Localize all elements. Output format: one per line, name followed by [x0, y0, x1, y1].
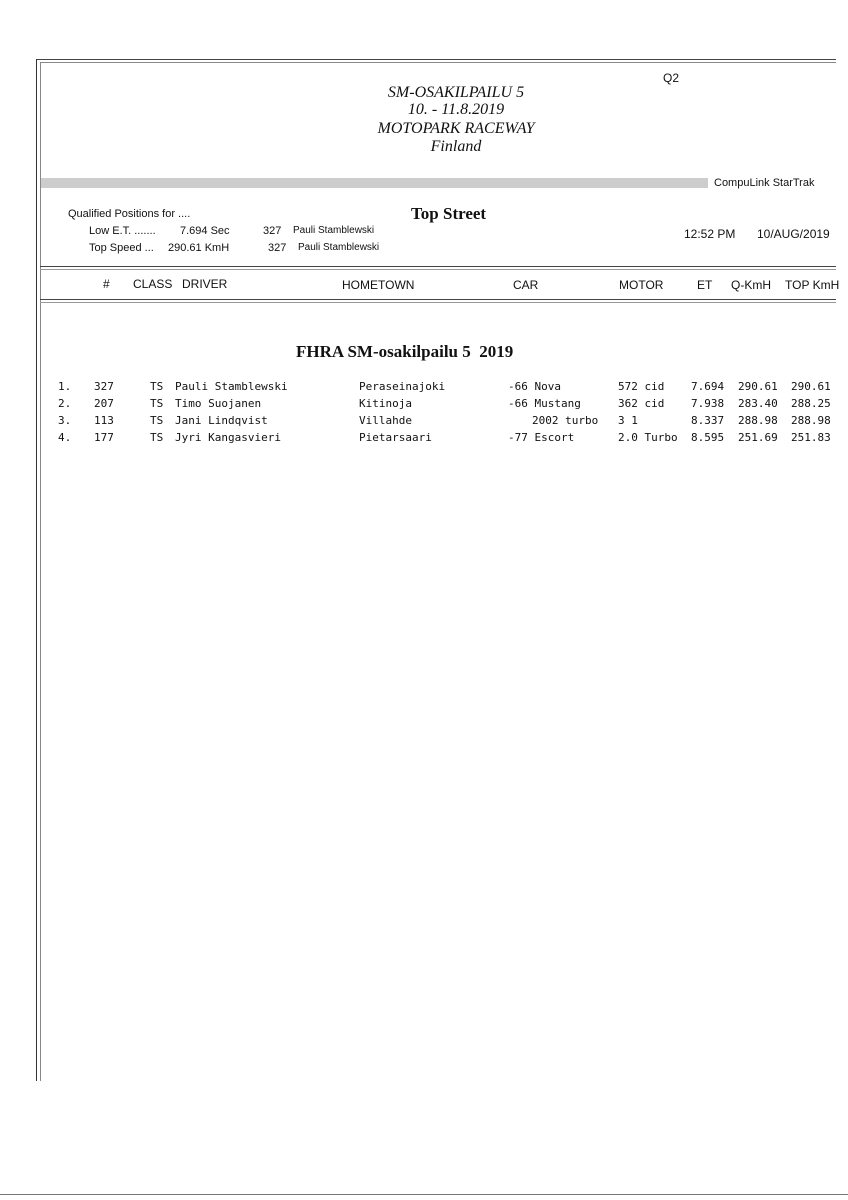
car-cell: -66 Nova: [508, 380, 561, 393]
bottom-rule: [0, 1194, 848, 1195]
top-border-inner: [40, 62, 836, 63]
header-rule-top-2: [40, 269, 836, 270]
low-et-value: 7.694 Sec: [180, 225, 230, 237]
motor-cell: 3 1: [618, 414, 638, 427]
car-number-cell: 207: [94, 397, 114, 410]
table-row: [0, 380, 848, 396]
qkmh-cell: 290.61: [738, 380, 778, 393]
report-time: 12:52 PM: [684, 227, 736, 241]
software-label: CompuLink StarTrak: [714, 177, 815, 189]
car-cell: 2002 turbo: [532, 414, 599, 427]
et-cell: 8.337: [691, 414, 725, 427]
col-header-et: ET: [697, 278, 713, 292]
motor-cell: 2.0 Turbo: [618, 431, 678, 444]
top-speed-car: 327: [268, 242, 287, 254]
top-border: [36, 59, 836, 60]
low-et-car: 327: [263, 225, 282, 237]
topkmh-cell: 251.83: [791, 431, 831, 444]
car-number-cell: 177: [94, 431, 114, 444]
report-date: 10/AUG/2019: [757, 227, 830, 241]
header-rule-top: [40, 266, 836, 267]
et-cell: 8.595: [691, 431, 725, 444]
qkmh-cell: 251.69: [738, 431, 778, 444]
driver-cell: Timo Suojanen: [175, 397, 262, 410]
hometown-cell: Villahde: [359, 414, 412, 427]
page-code: Q2: [663, 71, 680, 85]
motor-cell: 362 cid: [618, 397, 665, 410]
topkmh-cell: 290.61: [791, 380, 831, 393]
car-number-cell: 113: [94, 414, 114, 427]
low-et-label: Low E.T. .......: [89, 225, 156, 237]
col-header-qkmh: Q-KmH: [731, 278, 771, 292]
dotted-band: [40, 178, 708, 188]
event-dates: 10. - 11.8.2019: [407, 101, 505, 118]
event-title: SM-OSAKILPAILU 5: [387, 84, 525, 101]
table-row: [0, 397, 848, 413]
left-border-inner: [40, 62, 41, 1081]
et-cell: 7.694: [691, 380, 725, 393]
col-header-driver: DRIVER: [182, 277, 228, 291]
header-rule-bottom-2: [40, 302, 836, 303]
table-row: [0, 414, 848, 430]
driver-cell: Jyri Kangasvieri: [175, 431, 281, 444]
topkmh-cell: 288.98: [791, 414, 831, 427]
car-cell: -66 Mustang: [508, 397, 581, 410]
position-cell: 4.: [58, 431, 72, 444]
position-cell: 1.: [58, 380, 72, 393]
class-cell: TS: [150, 380, 164, 393]
venue-name: MOTOPARK RACEWAY: [377, 120, 535, 137]
col-header-class: CLASS: [133, 277, 173, 291]
hometown-cell: Pietarsaari: [359, 431, 432, 444]
col-header-topkmh: TOP KmH: [785, 278, 840, 292]
col-header-hometown: HOMETOWN: [342, 278, 415, 292]
col-header-car: CAR: [513, 278, 539, 292]
car-number-cell: 327: [94, 380, 114, 393]
position-cell: 2.: [58, 397, 72, 410]
qkmh-cell: 283.40: [738, 397, 778, 410]
hometown-cell: Peraseinajoki: [359, 380, 446, 393]
col-header-motor: MOTOR: [619, 278, 664, 292]
top-speed-driver: Pauli Stamblewski: [298, 242, 380, 253]
country-name: Finland: [430, 138, 482, 155]
class-cell: TS: [150, 431, 164, 444]
motor-cell: 572 cid: [618, 380, 665, 393]
class-cell: TS: [150, 414, 164, 427]
top-speed-value: 290.61 KmH: [168, 242, 230, 254]
hometown-cell: Kitinoja: [359, 397, 412, 410]
top-speed-label: Top Speed ...: [89, 242, 154, 254]
header-rule-bottom: [40, 299, 836, 300]
qualified-label: Qualified Positions for ....: [68, 208, 191, 220]
position-cell: 3.: [58, 414, 72, 427]
driver-cell: Pauli Stamblewski: [175, 380, 288, 393]
car-cell: -77 Escort: [508, 431, 575, 444]
col-header-num: #: [103, 277, 110, 291]
driver-cell: Jani Lindqvist: [175, 414, 268, 427]
et-cell: 7.938: [691, 397, 725, 410]
table-row: [0, 431, 848, 447]
topkmh-cell: 288.25: [791, 397, 831, 410]
class-cell: TS: [150, 397, 164, 410]
low-et-driver: Pauli Stamblewski: [293, 225, 375, 236]
class-title: Top Street: [411, 204, 487, 223]
left-border-outer: [36, 59, 37, 1081]
section-title: FHRA SM-osakilpailu 5 2019: [296, 342, 514, 361]
qkmh-cell: 288.98: [738, 414, 778, 427]
